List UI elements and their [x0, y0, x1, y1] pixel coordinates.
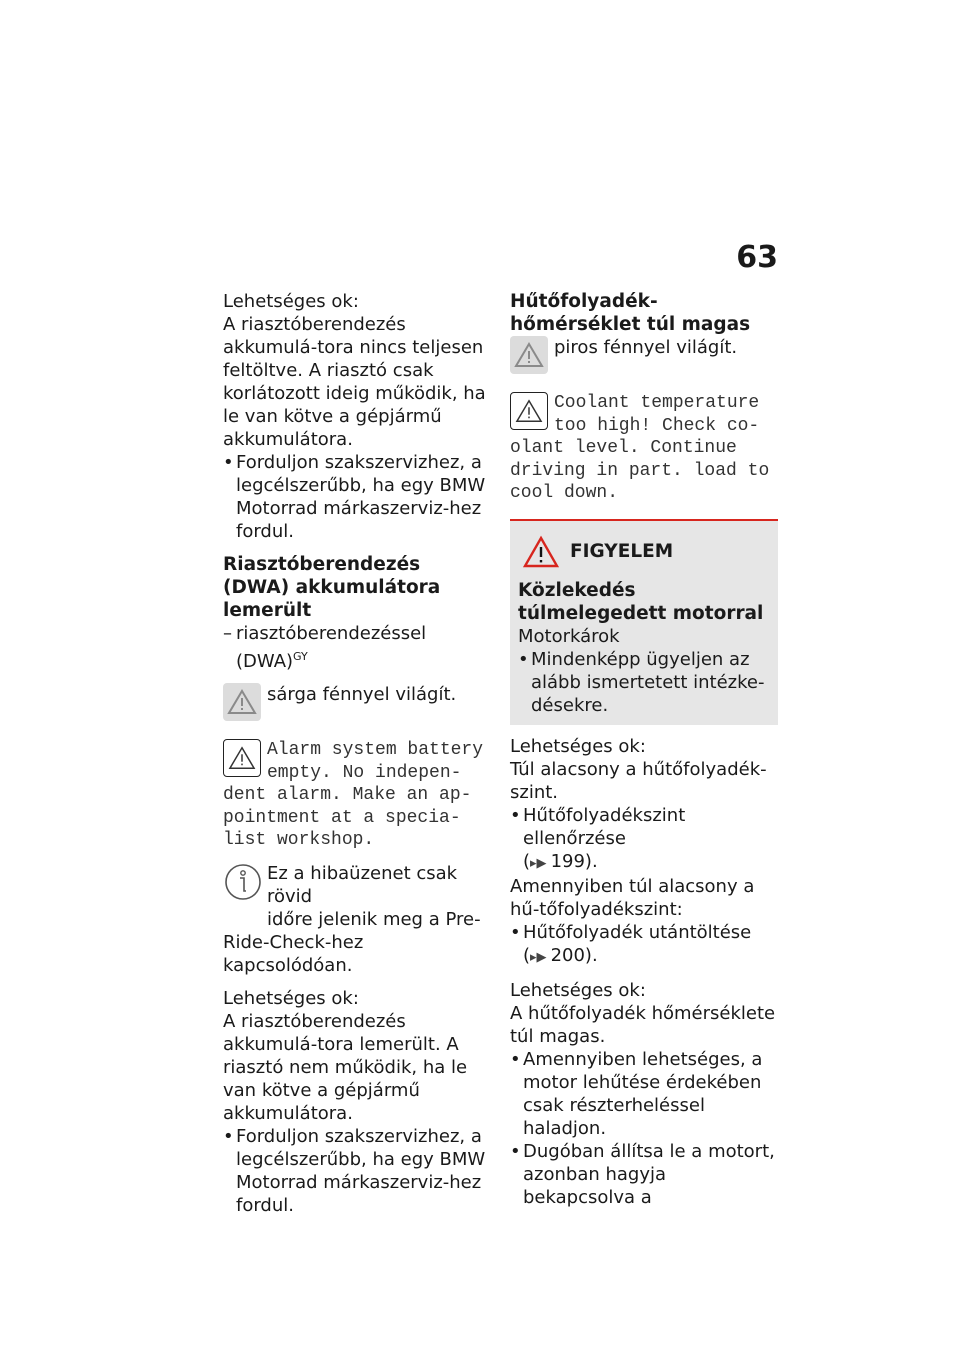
warning-title: FIGYELEM [570, 541, 674, 562]
bullet-item: • Amennyiben lehetséges, a motor lehűtése érdekében csak részterheléssel haladjon. [510, 1048, 778, 1140]
indicator-text: sárga fénnyel világít. [267, 684, 457, 705]
display-message-line2: empty. No indepen- [267, 762, 462, 783]
warning-triangle-outline-icon [510, 392, 548, 430]
info-text-b: időre jelenik meg a Pre- [267, 908, 481, 930]
indicator-row-red [510, 336, 778, 382]
page-reference: (▸▶ 199). [510, 850, 778, 875]
superscript: GY [293, 650, 308, 663]
reference-page: 199). [550, 850, 598, 872]
indicator-text: piros fénnyel világít. [554, 337, 738, 358]
cause-text: A riasztóberendezés akkumulá-tora nincs teljesen feltöltve. A riasztó csak korlátozott ideig működik, ha le van kötve a gépjármű akkumulátora. [223, 314, 486, 450]
warning-triangle-icon [510, 336, 548, 374]
cause-text: Túl alacsony a hűtőfolyadék-szint. [510, 758, 767, 803]
display-message-line1: Alarm system battery [267, 740, 484, 760]
condition-text: Amennyiben túl alacsony a hű-tőfolyadékszint: [510, 875, 755, 920]
bullet-item: • Dugóban állítsa le a motort, azonban hagyja bekapcsolva a [510, 1140, 778, 1209]
caution-triangle-icon [522, 535, 562, 569]
display-message-line1: Coolant temperature [554, 393, 760, 413]
warning-heading: Közlekedés túlmelegedett motorral [518, 579, 764, 624]
section-heading: Riasztóberendezés (DWA) akkumulátora lemerült [223, 554, 441, 621]
reference-page: 200). [550, 944, 598, 966]
warning-subheading: Motorkárok [518, 625, 620, 647]
info-text-rest: Ride-Check-hez kapcsolódóan. [223, 931, 364, 976]
cause-text: A hűtőfolyadék hőmérséklete túl magas. [510, 1002, 776, 1047]
warning-triangle-outline-icon [223, 739, 261, 777]
cause-text: A riasztóberendezés akkumulá-tora lemerült. A riasztó nem működik, ha le van kötve a gépjármű akkumulátora. [223, 1010, 468, 1124]
cause-label: Lehetséges ok: [223, 291, 359, 312]
message-row [223, 739, 491, 852]
indicator-row-yellow [223, 683, 491, 729]
section-heading: Hűtőfolyadék-hőmérséklet túl magas [510, 291, 751, 335]
arrow-reference-icon: ▸▶ [530, 855, 547, 871]
info-row [223, 862, 491, 977]
page-number: 63 [736, 240, 778, 275]
dash-item-text: riasztóberendezéssel (DWA) [236, 623, 427, 672]
info-text-a: Ez a hibaüzenet csak rövid [267, 862, 458, 907]
page-reference: (▸▶ 200). [510, 944, 778, 969]
left-column [223, 290, 491, 1217]
display-message-line2: too high! Check co- [554, 415, 760, 436]
warning-header [518, 535, 770, 569]
right-column [510, 290, 778, 1209]
cause-label: Lehetséges ok: [223, 987, 359, 1009]
display-message-rest: olant level. Continue driving in part. load to cool down. [510, 438, 770, 503]
warning-triangle-icon [223, 683, 261, 721]
cause-label: Lehetséges ok: [510, 979, 646, 1001]
dash-item [223, 622, 491, 673]
warning-bullet: • Mindenképp ügyeljen az alább ismertetett intézke-désekre. [518, 648, 770, 717]
cause-label: Lehetséges ok: [510, 735, 646, 757]
display-message-rest: dent alarm. Make an ap-pointment at a specia-list workshop. [223, 785, 472, 850]
warning-box [510, 519, 778, 725]
bullet-item: • Hűtőfolyadék utántöltése [510, 921, 778, 944]
arrow-reference-icon: ▸▶ [530, 949, 547, 965]
bullet-item: • Hűtőfolyadékszint ellenőrzése [510, 804, 778, 850]
info-icon [223, 862, 263, 902]
bullet-item: • Forduljon szakszervizhez, a legcélszerűbb, ha egy BMW Motorrad márkaszerviz-hez fordul. [223, 451, 491, 543]
bullet-item: • Forduljon szakszervizhez, a legcélszerűbb, ha egy BMW Motorrad márkaszerviz-hez fordul. [223, 1125, 491, 1217]
message-row [510, 392, 778, 505]
